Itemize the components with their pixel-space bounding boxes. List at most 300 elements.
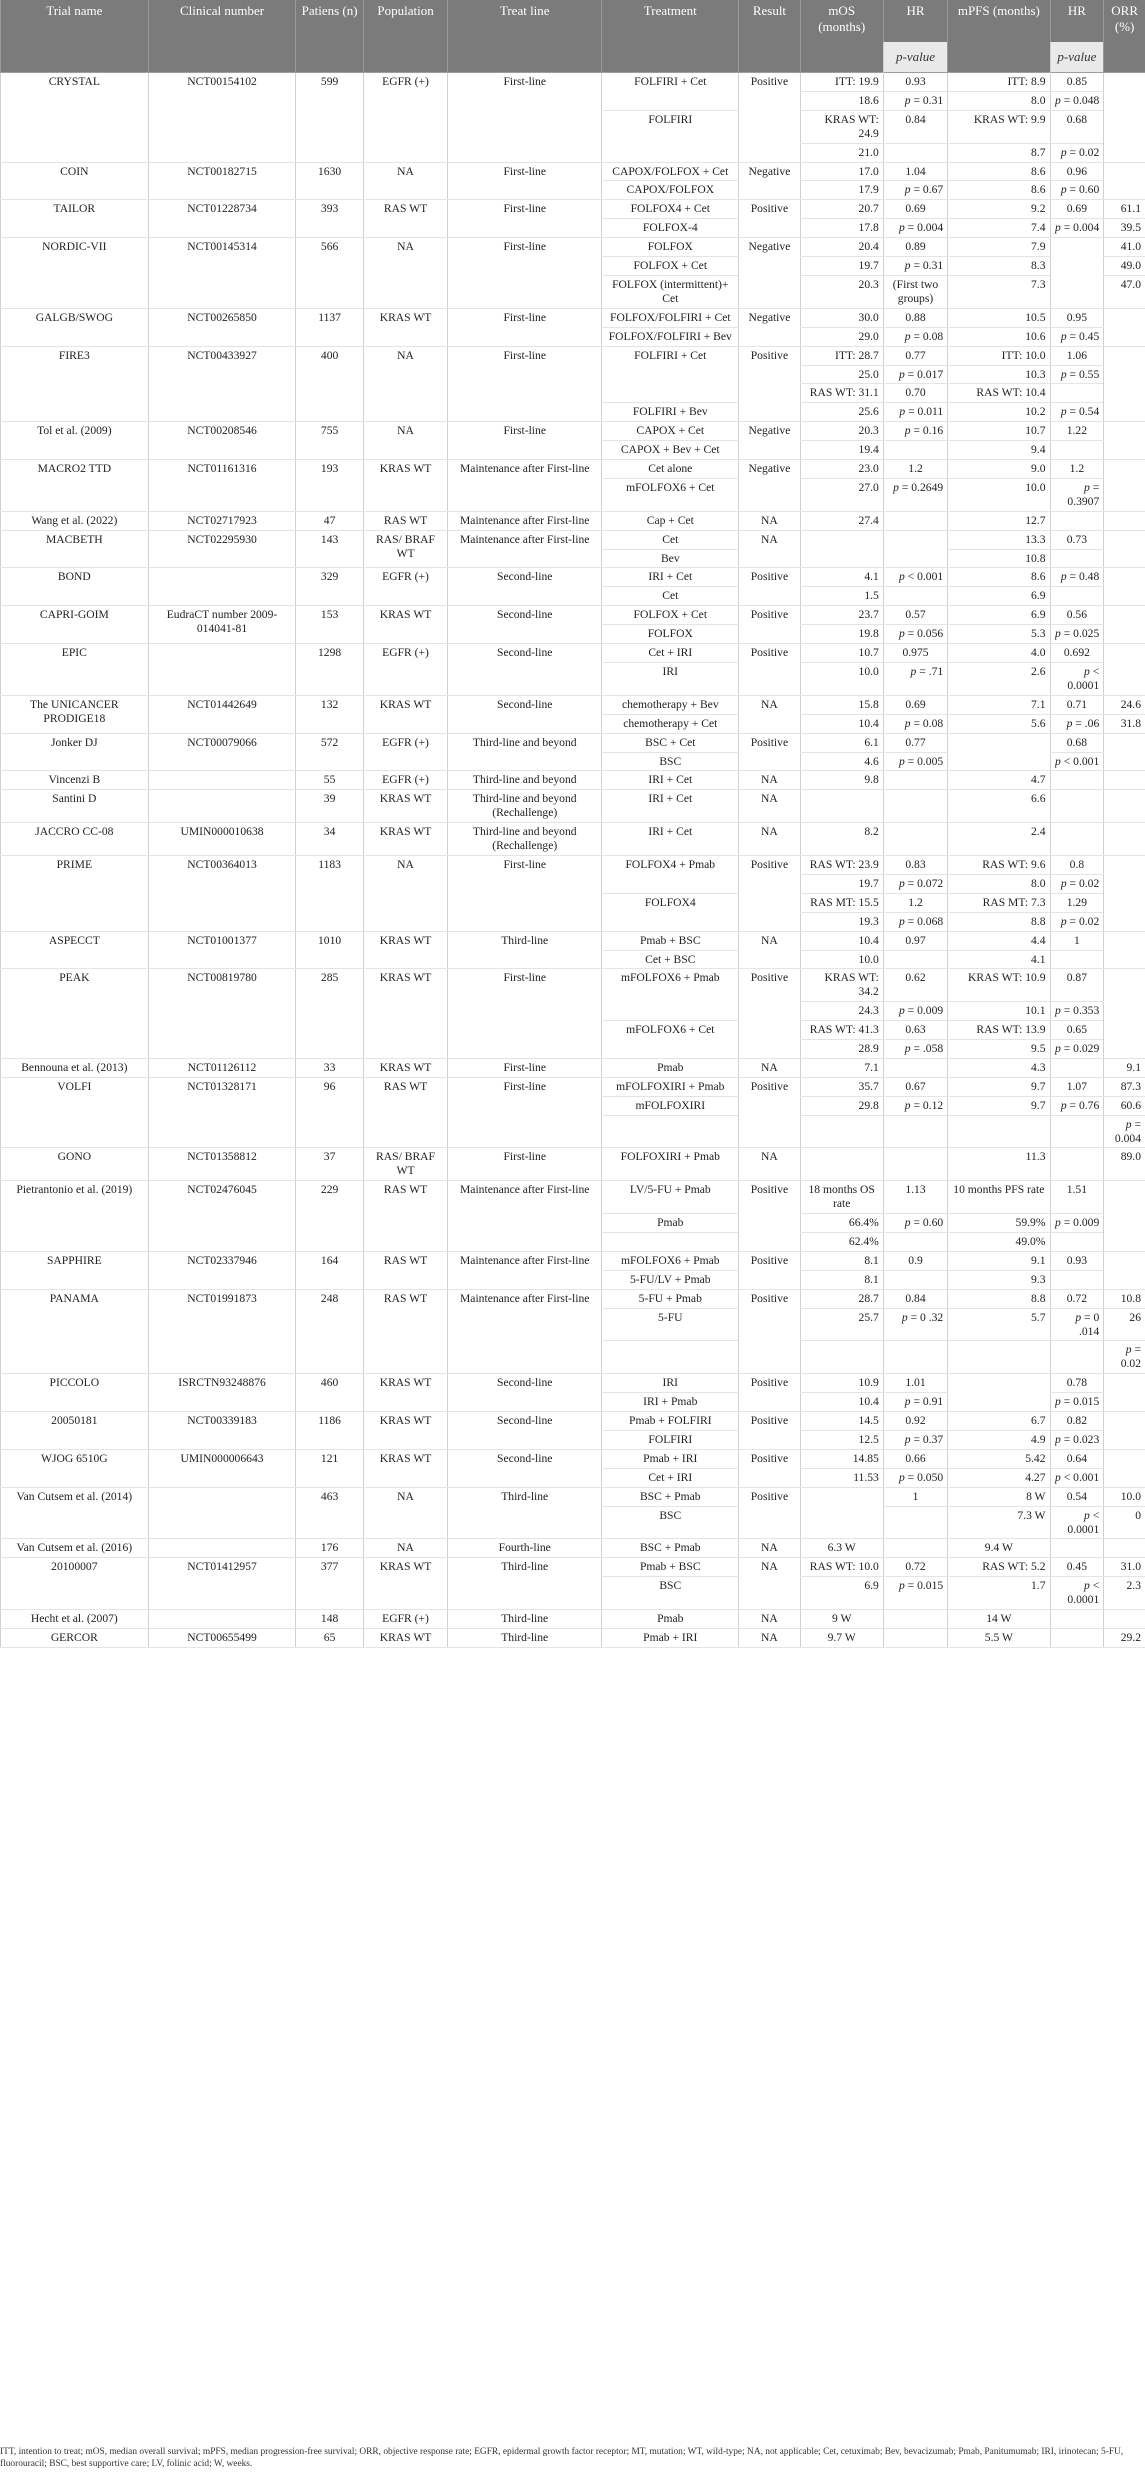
table-cell: Positive xyxy=(739,200,800,238)
table-cell: 12.5 xyxy=(800,1430,883,1449)
p-symbol: p xyxy=(904,93,911,107)
table-cell xyxy=(602,1233,739,1252)
table-cell xyxy=(1104,644,1145,696)
table-cell: 25.0 xyxy=(800,365,883,384)
table-cell: 0.70 xyxy=(883,384,947,403)
header-trial-name: Trial name xyxy=(1,0,149,73)
table-cell xyxy=(1104,606,1145,644)
table-cell: First-line xyxy=(448,308,602,346)
table-cell: 0.69 xyxy=(883,695,947,714)
table-cell: First-line xyxy=(448,969,602,1059)
table-cell: 0.95 xyxy=(1050,308,1104,327)
table-cell: Positive xyxy=(739,969,800,1059)
table-cell: 5-FU + Pmab xyxy=(602,1289,739,1308)
table-cell: 15.8 xyxy=(800,695,883,714)
table-cell: First-line xyxy=(448,238,602,309)
p-symbol: p xyxy=(1055,1395,1061,1409)
table-cell: First-line xyxy=(448,1058,602,1077)
table-cell: FIRE3 xyxy=(1,346,149,422)
table-cell: 6.9 xyxy=(800,1577,883,1610)
table-row xyxy=(1,1289,1145,1308)
table-cell: 0.93 xyxy=(1050,1251,1104,1270)
table-cell: 7.9 xyxy=(948,238,1050,257)
table-cell xyxy=(602,1341,739,1374)
table-cell: 6.3 W xyxy=(800,1539,883,1558)
p-value-text: = 0.3907 xyxy=(1067,480,1100,508)
p-value-text: = 0.12 xyxy=(913,1098,944,1112)
table-cell: 11.3 xyxy=(948,1148,1050,1181)
p-symbol: p xyxy=(898,1004,905,1018)
table-cell: 393 xyxy=(296,200,364,238)
table-cell: 10.1 xyxy=(948,1002,1050,1021)
table-cell: 0.87 xyxy=(1050,969,1104,1002)
table-cell xyxy=(1050,478,1104,511)
table-cell: 7.4 xyxy=(948,219,1050,238)
table-cell: ITT: 19.9 xyxy=(800,73,883,92)
table-cell: 25.7 xyxy=(800,1308,883,1341)
table-cell: 20.3 xyxy=(800,275,883,308)
p-symbol: p xyxy=(898,570,905,584)
table-cell xyxy=(883,568,947,587)
table-cell: 10 months PFS rate xyxy=(948,1181,1050,1214)
p-value-text: < 0.001 xyxy=(1063,1470,1100,1484)
p-value-text: = 0.004 xyxy=(907,221,944,235)
header-mpfs: mPFS (months) xyxy=(948,0,1050,73)
table-row xyxy=(1,1628,1145,1647)
table-cell xyxy=(1104,568,1145,606)
table-cell: Maintenance after First-line xyxy=(448,530,602,568)
table-cell xyxy=(883,1115,947,1148)
table-cell: Third-line and beyond (Rechallenge) xyxy=(448,823,602,856)
table-cell: KRAS WT xyxy=(363,308,447,346)
table-row xyxy=(1,511,1145,530)
p-symbol: p xyxy=(898,754,905,768)
table-cell: Positive xyxy=(739,1251,800,1289)
table-cell: NA xyxy=(739,1610,800,1629)
table-cell xyxy=(1050,365,1104,384)
table-cell: Positive xyxy=(739,644,800,696)
table-cell xyxy=(883,511,947,530)
table-cell: 6.7 xyxy=(948,1412,1050,1431)
table-cell: 0.72 xyxy=(883,1558,947,1577)
table-cell: Tol et al. (2009) xyxy=(1,422,149,460)
table-cell: 9.7 xyxy=(948,1096,1050,1115)
table-cell xyxy=(1104,422,1145,460)
table-cell xyxy=(1104,1341,1145,1374)
p-value-text: = 0.54 xyxy=(1069,405,1100,419)
table-cell xyxy=(1050,1115,1104,1148)
p-symbol: p xyxy=(1066,716,1073,730)
table-cell: NCT02476045 xyxy=(148,1181,296,1252)
table-cell: FOLFIRI + Cet xyxy=(602,73,739,111)
table-cell: Negative xyxy=(739,308,800,346)
table-cell: 8.8 xyxy=(948,912,1050,931)
p-value-text: = 0.011 xyxy=(908,405,944,419)
table-cell xyxy=(883,1393,947,1412)
p-symbol: p xyxy=(1060,405,1067,419)
table-cell: 1.51 xyxy=(1050,1181,1104,1214)
p-symbol: p xyxy=(898,1579,905,1593)
table-cell xyxy=(883,1148,947,1181)
table-cell: 39.5 xyxy=(1104,219,1145,238)
table-cell: 19.8 xyxy=(800,625,883,644)
table-cell: RAS WT xyxy=(363,511,447,530)
table-cell: 6.9 xyxy=(948,587,1050,606)
table-cell: NA xyxy=(739,1148,800,1181)
p-symbol: p xyxy=(1060,570,1067,584)
table-cell: 0.77 xyxy=(883,346,947,365)
table-cell xyxy=(1104,1412,1145,1450)
table-cell: Bennouna et al. (2013) xyxy=(1,1058,149,1077)
p-symbol: p xyxy=(898,627,905,641)
table-cell: TAILOR xyxy=(1,200,149,238)
table-cell: FOLFOX + Cet xyxy=(602,257,739,276)
table-cell: LV/5-FU + Pmab xyxy=(602,1181,739,1214)
table-row xyxy=(1,422,1145,441)
table-cell: NCT00655499 xyxy=(148,1628,296,1647)
table-cell: Bev xyxy=(602,549,739,568)
table-cell: UMIN000006643 xyxy=(148,1449,296,1487)
table-row xyxy=(1,606,1145,625)
table-cell: 248 xyxy=(296,1289,364,1374)
table-cell: FOLFIRI + Cet xyxy=(602,346,739,403)
table-cell xyxy=(883,752,947,771)
table-cell: 0.73 xyxy=(1050,530,1104,549)
p-symbol: p xyxy=(1060,1098,1067,1112)
table-cell: Maintenance after First-line xyxy=(448,1251,602,1289)
table-cell: RAS WT xyxy=(363,1077,447,1148)
table-cell: IRI + Pmab xyxy=(602,1393,739,1412)
table-cell: FOLFIRI xyxy=(602,110,739,162)
p-symbol: p xyxy=(904,1042,911,1056)
table-cell: 10.0 xyxy=(800,950,883,969)
table-cell: 0.72 xyxy=(1050,1289,1104,1308)
table-cell: Maintenance after First-line xyxy=(448,511,602,530)
table-cell: 10.9 xyxy=(800,1374,883,1393)
header-treat-line: Treat line xyxy=(448,0,602,73)
table-cell: Second-line xyxy=(448,1412,602,1450)
p-symbol: p xyxy=(899,405,906,419)
table-cell: Vincenzi B xyxy=(1,771,149,790)
table-cell: Positive xyxy=(739,733,800,771)
table-cell xyxy=(1050,1506,1104,1539)
table-cell: NCT00433927 xyxy=(148,346,296,422)
table-cell: 9.1 xyxy=(948,1251,1050,1270)
table-cell: GALGB/SWOG xyxy=(1,308,149,346)
table-cell: RAS MT: 7.3 xyxy=(948,893,1050,912)
table-cell: JACCRO CC-08 xyxy=(1,823,149,856)
table-cell: 1.07 xyxy=(1050,1077,1104,1096)
table-cell: NCT01126112 xyxy=(148,1058,296,1077)
table-cell: 0.9 xyxy=(883,1251,947,1270)
table-cell: Positive xyxy=(739,1181,800,1252)
header-result: Result xyxy=(739,0,800,73)
table-cell: NCT02717923 xyxy=(148,511,296,530)
p-symbol: p xyxy=(904,1395,911,1409)
table-cell: CAPOX/FOLFOX xyxy=(602,181,739,200)
table-cell: 7.3 W xyxy=(948,1506,1050,1539)
p-value-text: = 0.08 xyxy=(913,716,944,730)
table-cell: 0.93 xyxy=(883,73,947,92)
table-cell: 23.0 xyxy=(800,460,883,479)
table-cell: Pmab xyxy=(602,1058,739,1077)
table-cell: 1186 xyxy=(296,1412,364,1450)
table-cell: 1.06 xyxy=(1050,346,1104,365)
table-row xyxy=(1,1412,1145,1431)
table-cell xyxy=(1050,587,1104,606)
table-cell xyxy=(1050,714,1104,733)
table-cell: Hecht et al. (2007) xyxy=(1,1610,149,1629)
table-cell: First-line xyxy=(448,1077,602,1148)
table-cell xyxy=(1104,790,1145,823)
table-cell xyxy=(148,1610,296,1629)
table-cell: NCT02337946 xyxy=(148,1251,296,1289)
table-cell: 0.56 xyxy=(1050,606,1104,625)
table-cell xyxy=(1050,181,1104,200)
table-cell: 0.65 xyxy=(1050,1021,1104,1040)
table-cell: 4.27 xyxy=(948,1468,1050,1487)
table-cell: NCT00182715 xyxy=(148,162,296,200)
table-cell: Third-line xyxy=(448,1487,602,1539)
table-cell: 1.22 xyxy=(1050,422,1104,441)
table-cell: 10.4 xyxy=(800,1393,883,1412)
table-cell: 9.3 xyxy=(948,1270,1050,1289)
table-cell xyxy=(883,327,947,346)
table-cell: IRI + Cet xyxy=(602,568,739,587)
table-cell: 0.62 xyxy=(883,969,947,1002)
table-cell: mFOLFOX6 + Pmab xyxy=(602,969,739,1021)
p-value-text: = 0.2649 xyxy=(901,480,944,494)
table-cell: NA xyxy=(363,346,447,422)
p-value-text: = 0.02 xyxy=(1069,876,1100,890)
table-cell: 55 xyxy=(296,771,364,790)
table-header xyxy=(1,0,1145,73)
table-cell: 34 xyxy=(296,823,364,856)
table-cell: KRAS WT: 34.2 xyxy=(800,969,883,1002)
table-cell: 8.0 xyxy=(948,874,1050,893)
table-cell: 17.0 xyxy=(800,162,883,181)
table-cell: RAS WT xyxy=(363,1251,447,1289)
table-cell: KRAS WT xyxy=(363,460,447,512)
table-cell: mFOLFOXIRI xyxy=(602,1096,739,1115)
table-cell: NA xyxy=(739,530,800,568)
table-cell: WJOG 6510G xyxy=(1,1449,149,1487)
table-cell: NCT02295930 xyxy=(148,530,296,568)
table-row xyxy=(1,530,1145,549)
table-cell: mFOLFOX6 + Cet xyxy=(602,478,739,511)
table-cell: 87.3 xyxy=(1104,1077,1145,1096)
table-cell xyxy=(883,625,947,644)
p-value-text: = 0.76 xyxy=(1069,1098,1100,1112)
p-value-text: = .06 xyxy=(1075,716,1100,730)
table-cell: KRAS WT xyxy=(363,823,447,856)
table-cell: 0.85 xyxy=(1050,73,1104,92)
table-cell: Pmab xyxy=(602,1214,739,1233)
p-symbol: p xyxy=(904,329,911,343)
p-value-text: = 0.048 xyxy=(1063,93,1100,107)
table-cell xyxy=(1050,874,1104,893)
table-cell xyxy=(883,403,947,422)
table-cell: Wang et al. (2022) xyxy=(1,511,149,530)
header-pvalue-pfs: p-value xyxy=(1050,42,1104,73)
table-cell: Third-line and beyond xyxy=(448,733,602,771)
table-cell: 31.8 xyxy=(1104,714,1145,733)
table-cell: 10.3 xyxy=(948,365,1050,384)
table-cell: Positive xyxy=(739,1077,800,1148)
table-cell xyxy=(1050,1270,1104,1289)
table-cell: 10.7 xyxy=(948,422,1050,441)
table-cell xyxy=(1104,1115,1145,1148)
table-row xyxy=(1,346,1145,365)
table-cell: 59.9% xyxy=(948,1214,1050,1233)
table-cell: Pmab + BSC xyxy=(602,931,739,950)
table-cell xyxy=(883,530,947,568)
p-symbol: p xyxy=(1060,145,1067,159)
table-cell: 5.5 W xyxy=(948,1628,1050,1647)
table-cell: 1298 xyxy=(296,644,364,696)
table-cell: Pmab + IRI xyxy=(602,1628,739,1647)
table-cell: FOLFOXIRI + Pmab xyxy=(602,1148,739,1181)
table-cell: 5.6 xyxy=(948,714,1050,733)
table-cell xyxy=(800,530,883,568)
p-symbol: p xyxy=(898,367,905,381)
table-cell: UMIN000010638 xyxy=(148,823,296,856)
table-cell: Maintenance after First-line xyxy=(448,1289,602,1374)
table-cell xyxy=(1050,1096,1104,1115)
table-cell xyxy=(1050,1341,1104,1374)
table-cell: GERCOR xyxy=(1,1628,149,1647)
table-cell xyxy=(800,1341,883,1374)
table-cell xyxy=(948,1374,1050,1412)
table-cell: 20100007 xyxy=(1,1558,149,1610)
table-row xyxy=(1,931,1145,950)
header-hr-pfs: HR xyxy=(1050,0,1104,42)
table-cell: 6.1 xyxy=(800,733,883,752)
p-value-text: = 0.02 xyxy=(1069,914,1100,928)
table-cell: 0.57 xyxy=(883,606,947,625)
table-cell: Second-line xyxy=(448,1449,602,1487)
table-cell: 285 xyxy=(296,969,364,1059)
p-value-text: = 0.015 xyxy=(1063,1395,1100,1409)
table-cell: 24.3 xyxy=(800,1002,883,1021)
table-cell: 1137 xyxy=(296,308,364,346)
table-cell: BSC + Pmab xyxy=(602,1539,739,1558)
table-cell: Positive xyxy=(739,1487,800,1539)
table-cell xyxy=(1104,969,1145,1059)
table-cell xyxy=(1050,752,1104,771)
table-cell: Maintenance after First-line xyxy=(448,460,602,512)
table-cell xyxy=(883,912,947,931)
p-symbol: p xyxy=(1055,627,1061,641)
table-cell: 49.0% xyxy=(948,1233,1050,1252)
table-cell: 28.9 xyxy=(800,1040,883,1059)
table-cell: 4.6 xyxy=(800,752,883,771)
table-cell: 2.6 xyxy=(948,663,1050,696)
table-cell: 29.8 xyxy=(800,1096,883,1115)
table-cell xyxy=(1050,143,1104,162)
table-cell: First-line xyxy=(448,73,602,163)
table-cell: 23.7 xyxy=(800,606,883,625)
table-cell: NCT00339183 xyxy=(148,1412,296,1450)
table-cell: CAPOX + Cet xyxy=(602,422,739,441)
p-value-text: = 0.009 xyxy=(907,1004,944,1018)
table-cell: 1630 xyxy=(296,162,364,200)
table-cell: EGFR (+) xyxy=(363,733,447,771)
table-cell xyxy=(1104,931,1145,969)
table-cell xyxy=(1050,327,1104,346)
p-symbol: p xyxy=(1055,1432,1061,1446)
table-cell: 193 xyxy=(296,460,364,512)
table-cell: 61.1 xyxy=(1104,200,1145,219)
table-cell: 5.7 xyxy=(948,1308,1050,1341)
table-row xyxy=(1,460,1145,479)
table-cell xyxy=(1050,1148,1104,1181)
table-cell: MACBETH xyxy=(1,530,149,568)
table-cell xyxy=(883,478,947,511)
p-value-text: = 0.16 xyxy=(913,424,944,438)
table-cell: 8.8 xyxy=(948,1289,1050,1308)
table-row xyxy=(1,969,1145,1002)
table-cell: 4.1 xyxy=(800,568,883,587)
p-symbol: p xyxy=(910,665,917,678)
table-cell: ITT: 8.9 xyxy=(948,73,1050,92)
table-cell: 8.6 xyxy=(948,162,1050,181)
table-cell xyxy=(883,1610,947,1629)
table-cell: 1.2 xyxy=(883,893,947,912)
table-cell: 37 xyxy=(296,1148,364,1181)
table-cell: 2.3 xyxy=(1104,1577,1145,1610)
table-cell: PICCOLO xyxy=(1,1374,149,1412)
p-value-text: = 0.004 xyxy=(1114,1117,1141,1145)
table-cell: FOLFOX xyxy=(602,238,739,257)
table-cell: ASPECCT xyxy=(1,931,149,969)
table-cell: 1.5 xyxy=(800,587,883,606)
table-cell: First-line xyxy=(448,422,602,460)
table-cell: 11.53 xyxy=(800,1468,883,1487)
table-cell xyxy=(148,790,296,823)
table-cell: 17.9 xyxy=(800,181,883,200)
table-cell: Negative xyxy=(739,460,800,512)
table-cell: First-line xyxy=(448,200,602,238)
table-row xyxy=(1,1610,1145,1629)
table-cell: 14.85 xyxy=(800,1449,883,1468)
table-cell: BSC xyxy=(602,1577,739,1610)
table-cell: First-line xyxy=(448,1148,602,1181)
p-value-text: = 0 .014 xyxy=(1078,1310,1100,1338)
table-cell: 10.2 xyxy=(948,403,1050,422)
table-cell: NCT00208546 xyxy=(148,422,296,460)
table-cell xyxy=(1104,1610,1145,1629)
table-cell: 49.0 xyxy=(1104,257,1145,276)
table-cell xyxy=(948,1341,1050,1374)
table-cell: 26 xyxy=(1104,1308,1145,1341)
p-symbol: p xyxy=(1055,1216,1061,1230)
table-cell: 0.68 xyxy=(1050,110,1104,143)
p-symbol: p xyxy=(1060,876,1067,890)
table-cell: 21.0 xyxy=(800,143,883,162)
p-symbol: p xyxy=(1125,1343,1132,1357)
table-cell: NCT00364013 xyxy=(148,855,296,931)
table-cell xyxy=(1050,1610,1104,1629)
table-cell xyxy=(1050,1430,1104,1449)
table-cell: KRAS WT xyxy=(363,969,447,1059)
table-row xyxy=(1,308,1145,327)
table-cell: 0.975 xyxy=(883,644,947,663)
table-cell: IRI + Cet xyxy=(602,823,739,856)
table-cell: NA xyxy=(739,1058,800,1077)
table-cell xyxy=(148,568,296,606)
table-cell: 10.8 xyxy=(948,549,1050,568)
